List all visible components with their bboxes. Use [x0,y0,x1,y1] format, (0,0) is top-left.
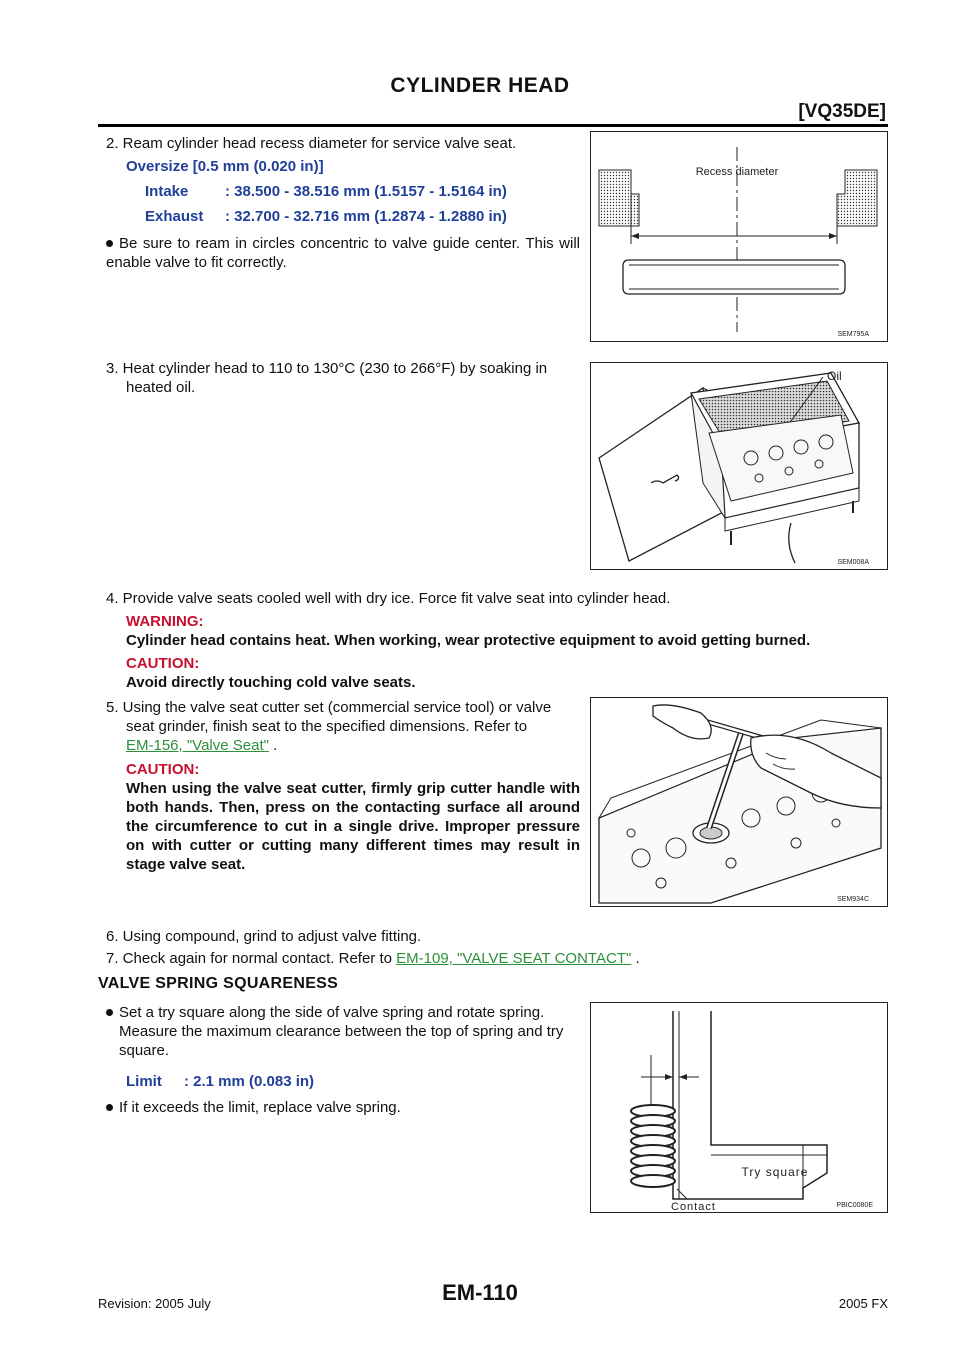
recess-diameter-label: Recess diameter [695,166,779,178]
exhaust-value: : 32.700 - 32.716 mm (1.2874 - 1.2880 in) [225,208,507,225]
bullet-icon [106,1104,113,1111]
step-4-text: 4. Provide valve seats cooled well with dry ice. Force fit valve seat into cylinder head. [106,590,671,607]
figure-recess-diameter [590,131,888,342]
oil-bath-diagram [591,363,887,569]
figure-oil-bath [590,362,888,570]
caution-text-1: Avoid directly touching cold valve seats. [126,674,416,691]
oversize-spec-header: Oversize [0.5 mm (0.020 in)] [126,158,324,175]
recess-diagram [591,132,887,341]
step-7-suffix: . [631,950,640,967]
section-bullet-2 [106,1098,401,1117]
try-square-label: Try square [741,1165,809,1179]
revision-label: Revision: 2005 July [98,1296,211,1311]
step-5-ref [126,736,277,755]
oil-label: Oil [827,369,842,383]
link-valve-seat[interactable]: EM-156, "Valve Seat" [126,737,269,754]
valve-seat-cutter-diagram [591,698,887,906]
figure-code: PBIC0080E [836,1202,873,1209]
try-square-diagram [591,1003,887,1212]
step-2-bullet-text: Be sure to ream in circles concentric to valve guide center. This will enable valve to fit correctly. [106,235,580,271]
section-bullet-1-text: Set a try square along the side of valve spring and rotate spring. Measure the maximum clearance between the top of spring and try square. [119,1004,564,1059]
bullet-icon [106,240,113,247]
limit-label: Limit [126,1073,162,1090]
step-7-text [106,949,640,968]
figure-code: SEM795A [837,331,869,338]
step-2-bullet [106,234,580,272]
intake-label: Intake [145,183,189,200]
engine-label: [VQ35DE] [798,101,886,122]
figure-code: SEM934C [837,896,869,903]
caution-label-1: CAUTION: [126,655,200,672]
caution-label-2: CAUTION: [126,761,200,778]
exhaust-label: Exhaust [145,208,204,225]
limit-value: : 2.1 mm (0.083 in) [184,1073,315,1090]
link-valve-seat-contact[interactable]: EM-109, "VALVE SEAT CONTACT" [396,950,632,967]
section-bullet-1 [106,1003,580,1060]
step-5-line-2: seat grinder, finish seat to the specified dimensions. Refer to [126,718,528,735]
link-suffix: . [268,737,278,754]
step-3-text: 3. Heat cylinder head to 110 to 130°C (230 to 266°F) by soaking in [106,360,548,377]
model-label: 2005 FX [838,1296,888,1311]
step-6-text: 6. Using compound, grind to adjust valve fitting. [106,928,422,945]
warning-label: WARNING: [126,613,204,630]
step-7-label: 7. Check again for normal contact. Refer to [106,950,397,967]
page-title: CYLINDER HEAD [390,74,570,97]
page-number: EM-110 [442,1280,518,1305]
header-rule [98,124,888,127]
warning-text: Cylinder head contains heat. When working, wear protective equipment to avoid getting burned. [126,632,811,649]
bullet-icon [106,1009,113,1016]
figure-code: SEM008A [837,559,869,566]
caution-text-2: When using the valve seat cutter, firmly grip cutter handle with both hands. Then, press on the contacting surface all around the circumference to cut in a single drive. Improper pressure on with cutter or cutting many different times may result in stage valve seat. [126,780,580,873]
step-3-text-2: heated oil. [126,379,196,396]
section-bullet-2-text: If it exceeds the limit, replace valve spring. [119,1099,401,1116]
step-5-line-1: 5. Using the valve seat cutter set (commercial service tool) or valve [106,699,552,716]
intake-value: : 38.500 - 38.516 mm (1.5157 - 1.5164 in) [225,183,507,200]
figure-try-square [590,1002,888,1213]
contact-label: Contact [671,1201,716,1212]
step-2-text: 2. Ream cylinder head recess diameter for service valve seat. [106,135,517,152]
section-heading: VALVE SPRING SQUARENESS [98,975,339,992]
figure-valve-seat-cutter [590,697,888,907]
